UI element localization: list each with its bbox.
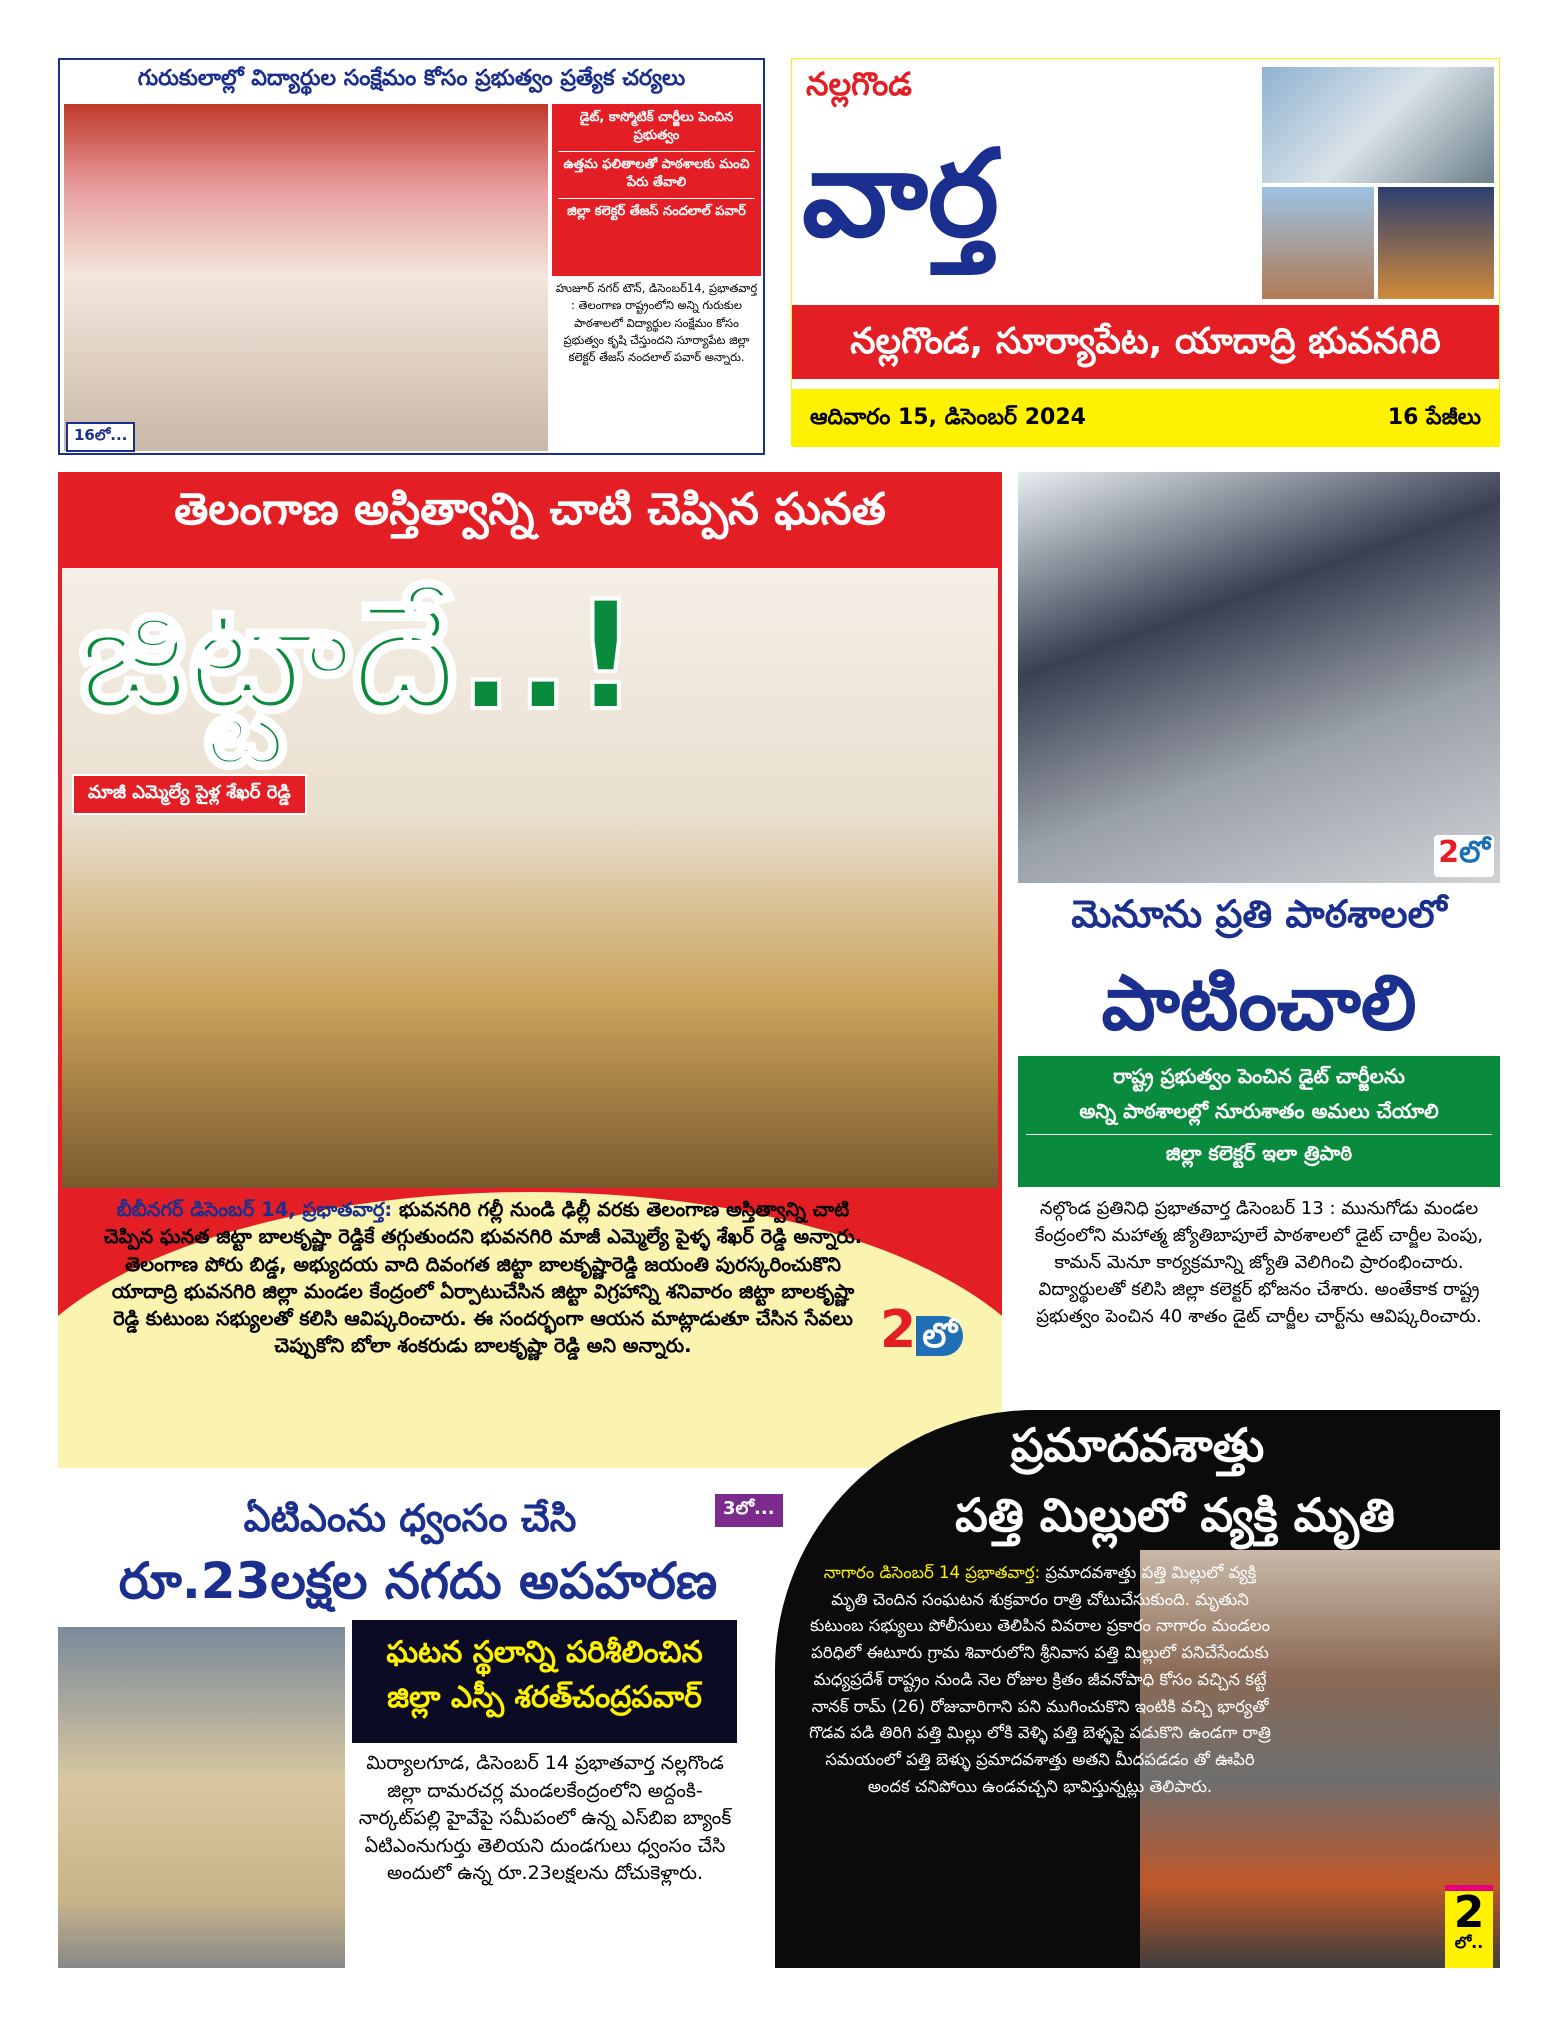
- person-tag: మాజీ ఎమ్మెల్యే పైళ్ల శేఖర్ రెడ్డి: [72, 774, 307, 815]
- logo-title: వార్త: [802, 125, 999, 264]
- mill-story: [775, 1410, 1500, 1968]
- page-num: 2: [880, 1300, 917, 1360]
- page-ref-badge[interactable]: [1434, 835, 1494, 877]
- story-kicker: మెనూను ప్రతి పాఠశాలలో: [1071, 892, 1447, 936]
- page-num: 2: [1438, 835, 1460, 870]
- story-kicker: ఏటిఎంను ధ్వంసం చేసి: [243, 1496, 577, 1540]
- city-photo: [1378, 187, 1494, 299]
- highlight-1: రాష్ట్ర ప్రభుత్వం పెంచిన డైట్ చార్జీలను: [1113, 1064, 1405, 1088]
- page-ref-badge[interactable]: [880, 1302, 963, 1359]
- story-headline: జిట్టాదే..!: [78, 570, 640, 744]
- highlight-3: జిల్లా కలెక్టర్ తేజస్ నందలాల్ పవార్: [567, 204, 746, 219]
- districts-strip: నల్లగొండ, సూర్యాపేట, యాదాద్రి భువనగిరి: [792, 305, 1499, 379]
- dateline: నాగారం డిసెంబర్ 14 ప్రభాతవార్త:: [823, 1563, 1041, 1582]
- body-text: ప్రమాదవశాత్తు పత్తి మిల్లులో వ్యక్తి మృతి చెందిన సంఘటన శుక్రవారం రాత్రి చోటుచేసుకుంది. మృతుని కుటుంబ సభ్యులు పోలీసులు తెలిపిన వివరాల ప్రకారం నాగారం మండలం పరిధిలో ఈటూరు గ్రామ శివారులోని శ్రీనివాస పత్తి మిల్లులో పనిచేసేందుకు మధ్యప్రదేశ్ రాష్ట్రం నుండి నెల రోజుల క్రితం జీవనోపాధి కోసం వచ్చిన కట్టే నానక్ రామ్ (26) రోజువారిగాని పని ముగించుకొని ఇంటికి వచ్చి భార్యతో గొడవ పడి తిరిగి పత్తి మిల్లు లోకి వెళ్ళి పత్తి బెళ్ళపై పడుకొని ఉండగా రాత్రి సమయంలో పత్తి బెళ్ళు ప్రమాదవశాత్తు అతని మీదపడడం తో ఊపిరి అందక చనిపోయి ఉండవచ్చని భావిస్తున్నట్లు తెలిపారు.: [809, 1563, 1271, 1796]
- story-headline: పాటించాలి: [1101, 958, 1417, 1047]
- sub-line-1: ఘటన స్థలాన్ని పరిశీలించిన: [386, 1635, 703, 1670]
- story-body: [805, 1560, 1275, 1800]
- page-suffix: లో..: [1454, 1933, 1484, 1952]
- highlight-3: జిల్లా కలెక్టర్ ఇలా త్రిపాఠి: [1165, 1141, 1353, 1165]
- sub-headline-box: [352, 1620, 737, 1743]
- date-strip: [792, 389, 1499, 447]
- story-kicker: ప్రమాదవశాత్తు: [1010, 1418, 1265, 1472]
- edition-name: నల్లగొండ: [806, 65, 912, 103]
- page-num: 2: [1453, 1887, 1485, 1938]
- highlight-2: ఉత్తమ ఫలితాలతో పాఠశాలకు మంచి పేరు తేవాలి: [558, 152, 755, 199]
- page-ref-badge[interactable]: 16లో...: [66, 422, 135, 452]
- page-ref-badge[interactable]: [1445, 1885, 1493, 1968]
- highlight-2: అన్ని పాఠశాలల్లో నూరుశాతం అమలు చేయాలి: [1026, 1093, 1492, 1135]
- story-headline: పత్తి మిల్లులో వ్యక్తి మృతి: [955, 1488, 1395, 1542]
- top-left-story: [58, 58, 765, 455]
- issue-date: ఆదివారం 15, డిసెంబర్ 2024: [810, 405, 1086, 430]
- students-meal-photo: [1018, 472, 1500, 883]
- highlight-1: డైట్, కాస్మోటిక్ చార్జీలు పెంచిన ప్రభుత్వం: [558, 110, 755, 152]
- event-photo: [64, 104, 548, 451]
- page-ref-badge[interactable]: 3లో...: [715, 1494, 783, 1527]
- highlights-box: [1018, 1056, 1500, 1187]
- dam-photo: [1262, 67, 1494, 183]
- story-body: మిర్యాలగూడ, డిసెంబర్ 14 ప్రభాతవార్త నల్లగొండ జిల్లా దామరచర్ల మండలకేంద్రంలోని అద్దంకి-నార్కట్‌పల్లి హైవేపై సమీపంలో ఉన్న ఎస్‌బిఐ బ్యాంక్ ఏటిఎంనుగుర్తు తెలియని దుండగులు ధ్వంసం చేసి అందులో ఉన్న రూ.23లక్షలను దోచుకెళ్లారు.: [358, 1752, 732, 1885]
- police-photo: [58, 1627, 345, 1968]
- sub-line-2: జిల్లా ఎస్పీ శరత్‌చంద్రపవార్: [387, 1680, 702, 1715]
- story-body: నల్గొండ ప్రతినిధి ప్రభాతవార్త డిసెంబర్ 13 : మునుగోడు మండల కేంద్రంలోని మహాత్మ జ్యోతిబాపూలే పాఠశాలలో డైట్ చార్జీల పెంపు, కామన్ మెనూ కార్యక్రమాన్ని జ్యోతి వెలిగించి ప్రారంభించారు. విద్యార్థులతో కలిసి జిల్లా కలెక్టర్ భోజనం చేశారు. అంతేకాక రాష్ట్ర ప్రభుత్వం పెంచిన 40 శాతం డైట్ చార్జీల చార్ట్‌ను ఆవిష్కరించారు.: [1034, 1198, 1484, 1327]
- temple-photo: [1262, 187, 1374, 299]
- story-body: [98, 1196, 868, 1360]
- main-story: [58, 472, 1002, 1468]
- story-headline: రూ.23లక్షల నగదు అపహరణ: [118, 1552, 718, 1610]
- masthead: [791, 58, 1500, 446]
- highlights-box: [552, 104, 761, 276]
- story-body: హుజూర్ నగర్ టౌన్, డిసెంబర్14, ప్రభాతవార్త : తెలంగాణ రాష్ట్రంలోని అన్ని గురుకుల పాఠశాలలో విద్యార్థుల సంక్షేమం కోసం ప్రభుత్వం కృషి చేస్తుందని సూర్యాపేట జిల్లా కలెక్టర్ తేజస్ నందలాల్ పవార్ అన్నారు.: [555, 281, 758, 364]
- page-count: 16 పేజీలు: [1387, 405, 1481, 430]
- dateline: బీబీనగర్ డిసెంబర్ 14, ప్రభాతవార్త:: [116, 1198, 393, 1221]
- page-suffix: లో: [916, 1316, 963, 1356]
- story-headline: గురుకులాల్లో విద్యార్థుల సంక్షేమం కోసం ప్రభుత్వం ప్రత్యేక చర్యలు: [137, 66, 686, 91]
- page-suffix: లో: [1459, 835, 1490, 870]
- body-text: భువనగిరి గల్లీ నుండి ఢిల్లీ వరకు తెలంగాణ అస్తిత్వాన్ని చాటి చెప్పిన ఘనత జిట్టా బాలకృష్ణా రెడ్డికే తగ్గుతుందని భువనగిరి మాజీ ఎమ్మెల్యే పైళ్ళ శేఖర్ రెడ్డి అన్నారు. తెలంగాణ పోరు బిడ్డ, అభ్యుదయ వాది దివంగత జిట్టా బాలకృష్ణారెడ్డి జయంతి పురస్కరించుకొని యాదాద్రి భువనగిరి జిల్లా మండల కేంద్రంలో ఏర్పాటుచేసిన జిట్టా విగ్రహాన్ని శనివారం జిట్టా బాలకృష్ణా రెడ్డి కుటుంబ సభ్యులతో కలిసి ఆవిష్కరించారు. ఈ సందర్భంగా ఆయన మాట్లాడుతూ చేసిన సేవలు చెప్పుకోని బోలా శంకరుడు బాలకృష్ణా రెడ్డి అని అన్నారు.: [103, 1198, 863, 1358]
- story-kicker: తెలంగాణ అస్తిత్వాన్ని చాటి చెప్పిన ఘనత: [174, 484, 886, 535]
